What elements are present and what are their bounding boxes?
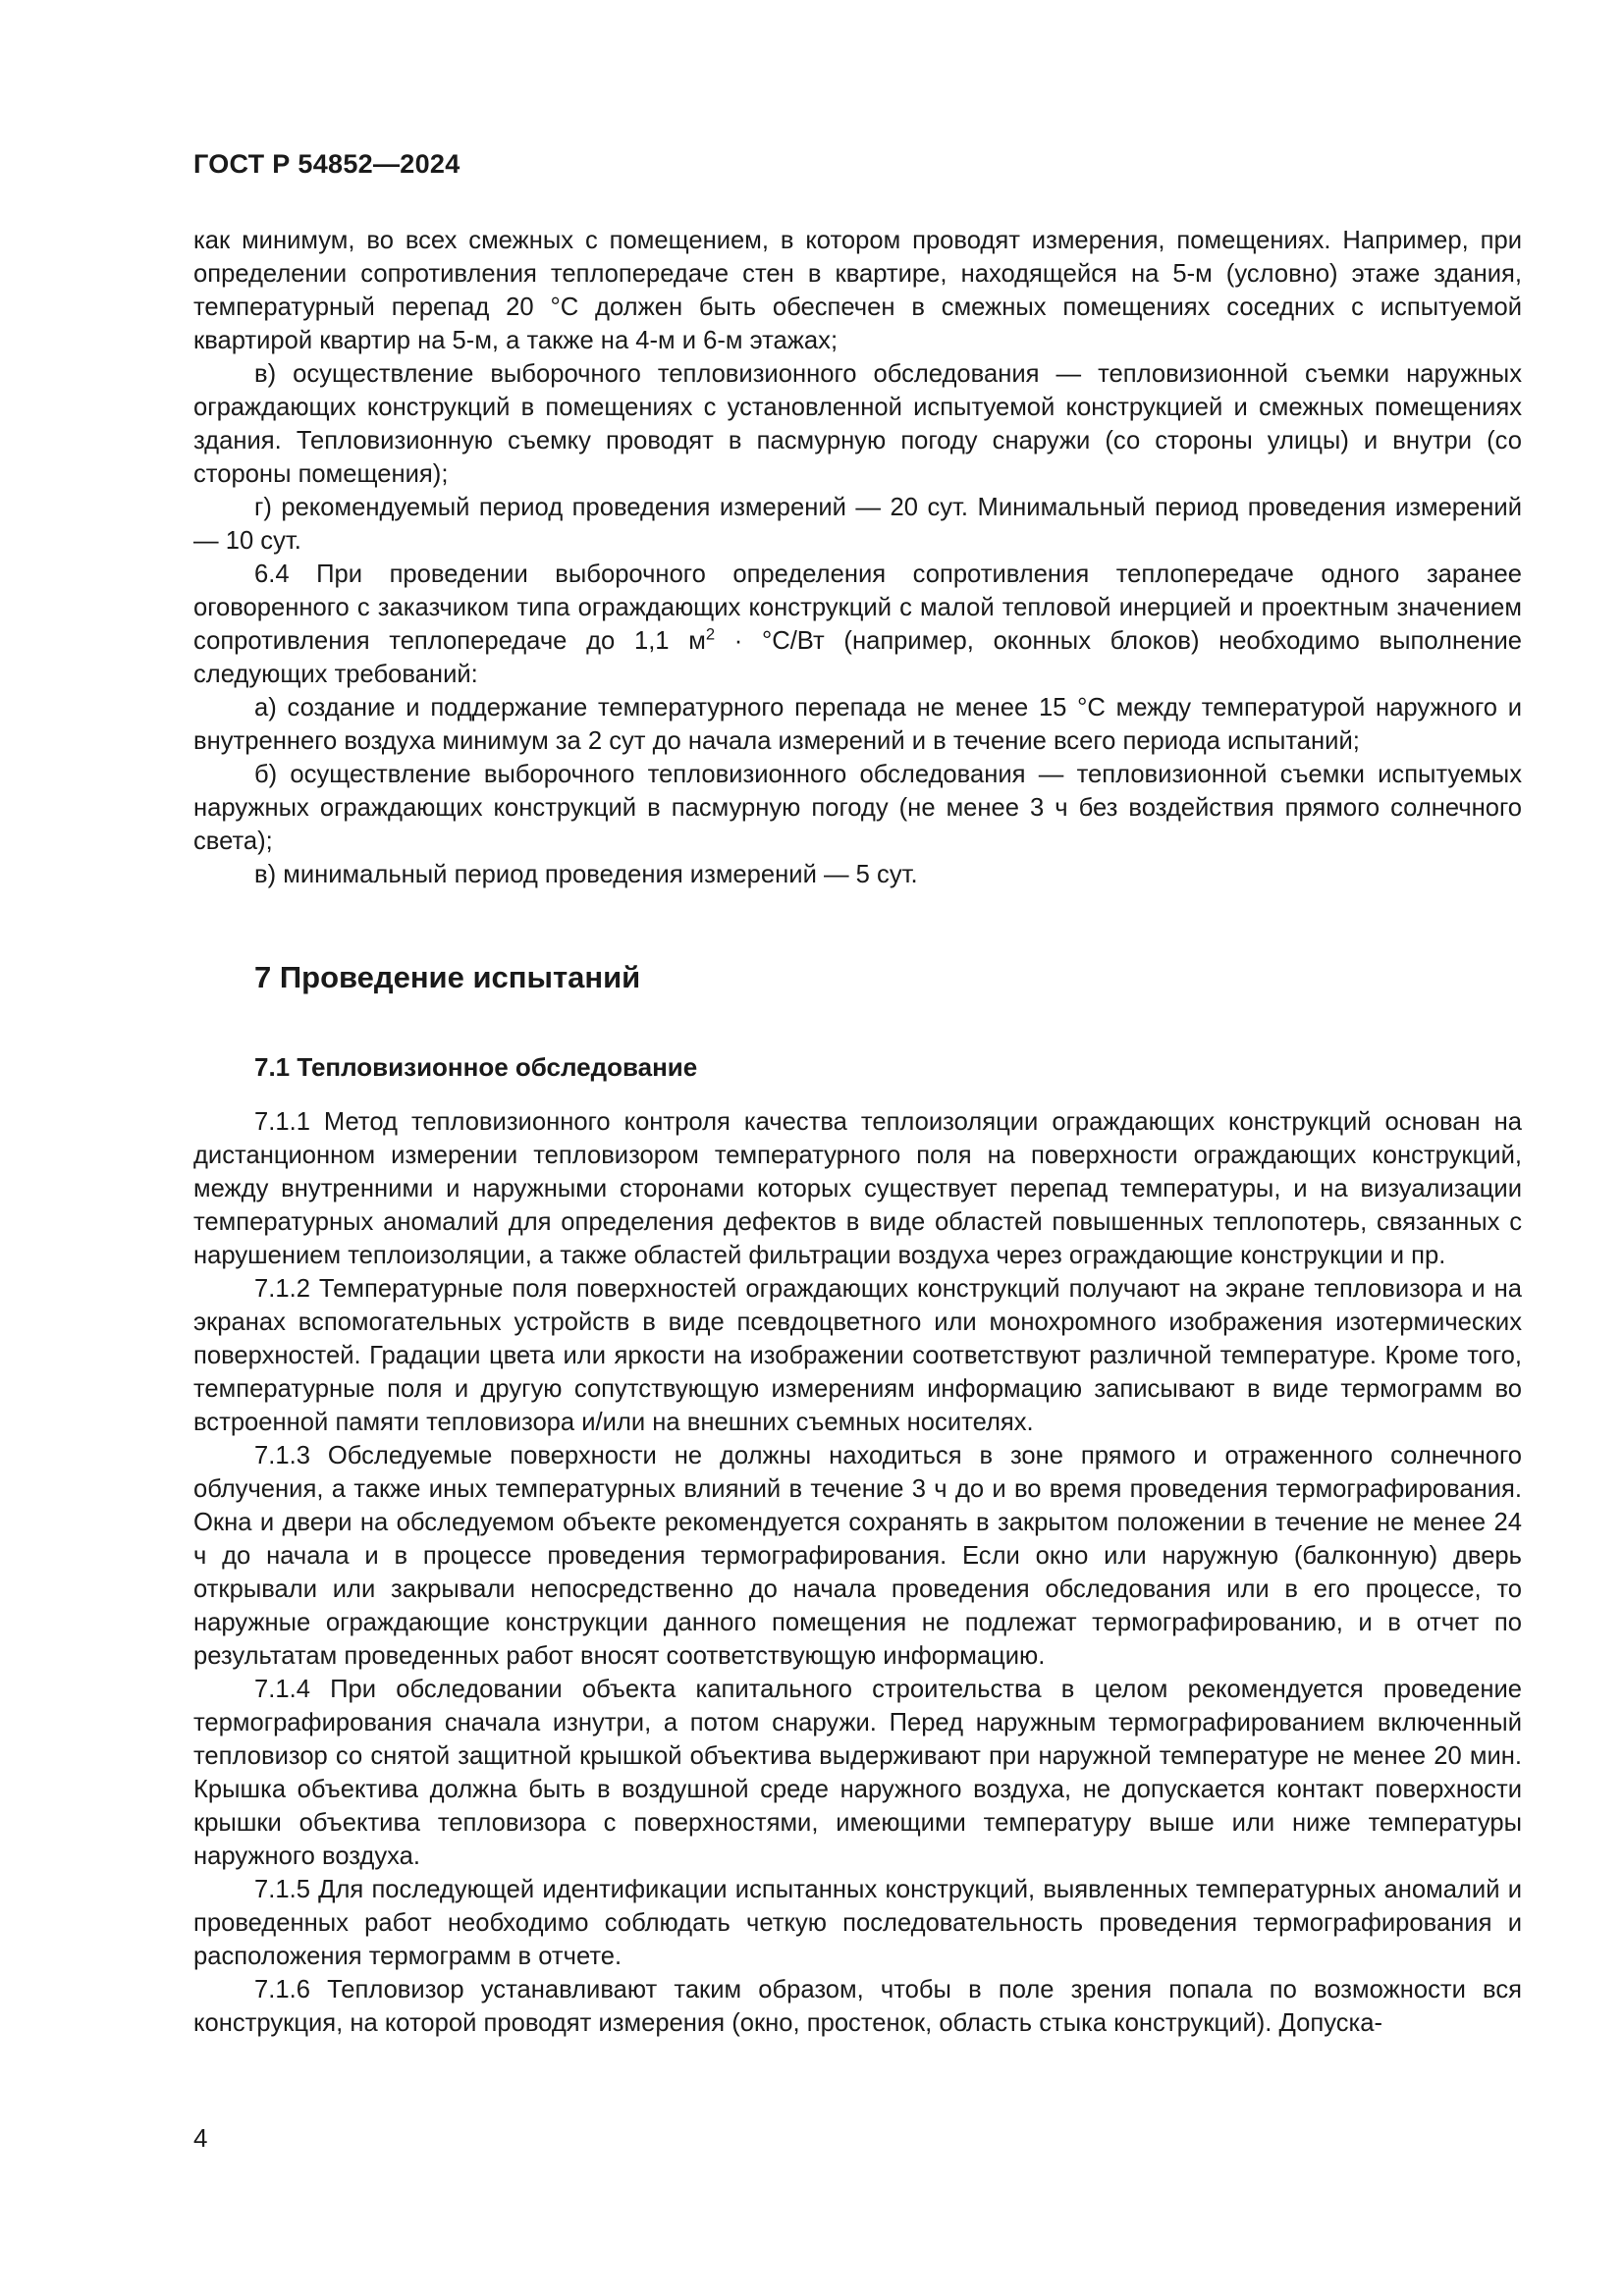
paragraph-7-1-1: 7.1.1 Метод тепловизионного контроля качества теплоизоляции ограждающих конструкций основан на дистанционном измерении тепловизором температурного поля на поверхности ограждающих конструкций, между внутренними и наружными сторонами которых существует перепад температуры, и на визуализации температурных аномалий для определения дефектов в виде областей повышенных теплопотерь, связанных с нарушением теплоизоляции, а также областей фильтрации воздуха через ограждающие конструкции и пр. bbox=[193, 1108, 1522, 1269]
paragraph-6-4 bbox=[193, 558, 1522, 691]
subsection-title: 7.1 Тепловизионное обследование bbox=[254, 1052, 698, 1082]
top-text-block bbox=[193, 224, 1522, 891]
paragraph-7-1-6: 7.1.6 Тепловизор устанавливают таким образом, чтобы в поле зрения попала по возможности вся конструкция, на которой проводят измерения (окно, простенок, область стыка конструкций). Допуска- bbox=[193, 1976, 1522, 2037]
paragraph-7-1-3: 7.1.3 Обследуемые поверхности не должны находиться в зоне прямого и отраженного солнечного облучения, а также иных температурных влияний в течение 3 ч до и во время проведения термографирования. Окна и двери на обследуемом объекте рекомендуется сохранять в закрытом положении в течение не менее 24 ч до начала и в процессе проведения термографирования. Если окно или наружную (балконную) дверь открывали или закрывали непосредственно до начала проведения обследования или в его процессе, то наружные ограждающие конструкции данного помещения не подлежат термографированию, и в отчет по результатам проведенных работ вносят соответствующую информацию. bbox=[193, 1442, 1522, 1670]
paragraph-item-g: г) рекомендуемый период проведения измерений — 20 сут. Минимальный период проведения измерений — 10 сут. bbox=[193, 494, 1522, 555]
paragraph-item-a: а) создание и поддержание температурного перепада не менее 15 °С между температурой наружного и внутреннего воздуха минимум за 2 сут до начала измерений и в течение всего периода испытаний; bbox=[193, 694, 1522, 755]
paragraph-item-b: б) осуществление выборочного тепловизионного обследования — тепловизионной съемки испытуемых наружных ограждающих конструкций в пасмурную погоду (не менее 3 ч без воздействия прямого солнечного света); bbox=[193, 761, 1522, 855]
paragraph-7-1-5: 7.1.5 Для последующей идентификации испытанных конструкций, выявленных температурных аномалий и проведенных работ необходимо соблюдать четкую последовательность проведения термографирования и расположения термограмм в отчете. bbox=[193, 1876, 1522, 1970]
body-text-block bbox=[193, 1105, 1522, 2040]
paragraph-6-4-text-end: · °С/Вт (например, оконных блоков) необходимо выполнение следующих требований: bbox=[193, 627, 1522, 688]
paragraph-6-4-text: 6.4 При проведении выборочного определения сопротивления теплопередаче одного заранее оговоренного с заказчиком типа ограждающих конструкций с малой тепловой инерцией и проектным значением сопротивления теплопередаче до 1,1 м bbox=[193, 561, 1522, 655]
section-title: 7 Проведение испытаний bbox=[254, 960, 641, 994]
document-header: ГОСТ Р 54852—2024 bbox=[193, 149, 460, 179]
paragraph-item-v2: в) минимальный период проведения измерений — 5 сут. bbox=[254, 861, 918, 888]
page-number: 4 bbox=[193, 2123, 208, 2153]
paragraph-7-1-4: 7.1.4 При обследовании объекта капитального строительства в целом рекомендуется проведение термографирования сначала изнутри, а потом снаружи. Перед наружным термографированием включенный тепловизор со снятой защитной крышкой объектива выдерживают при наружной температуре не менее 20 мин. Крышка объектива должна быть в воздушной среде наружного воздуха, не допускается контакт поверхности крышки объектива тепловизора с поверхностями, имеющими температуру выше или ниже температуры наружного воздуха. bbox=[193, 1676, 1522, 1870]
paragraph-7-1-2: 7.1.2 Температурные поля поверхностей ограждающих конструкций получают на экране тепловизора и на экранах вспомогательных устройств в виде псевдоцветного или монохромного изображения изотермических поверхностей. Градации цвета или яркости на изображении соответствуют различной температуре. Кроме того, температурные поля и другую сопутствующую измерениям информацию записывают в виде термограмм во встроенной памяти тепловизора и/или на внешних съемных носителях. bbox=[193, 1275, 1522, 1436]
paragraph-item-v: в) осуществление выборочного тепловизионного обследования — тепловизионной съемки наружных ограждающих конструкций в помещениях с установленной испытуемой конструкцией и смежных помещениях здания. Тепловизионную съемку проводят в пасмурную погоду снаружи (со стороны улицы) и внутри (со стороны помещения); bbox=[193, 360, 1522, 488]
paragraph-continuation: как минимум, во всех смежных с помещением, в котором проводят измерения, помещениях. Например, при определении сопротивления теплопередаче стен в квартире, находящейся на 5-м (условно) этаже здания, температурный перепад 20 °С должен быть обеспечен в смежных помещениях соседних с испытуемой квартирой квартир на 5-м, а также на 4-м и 6-м этажах; bbox=[193, 227, 1522, 354]
superscript: 2 bbox=[705, 624, 716, 644]
